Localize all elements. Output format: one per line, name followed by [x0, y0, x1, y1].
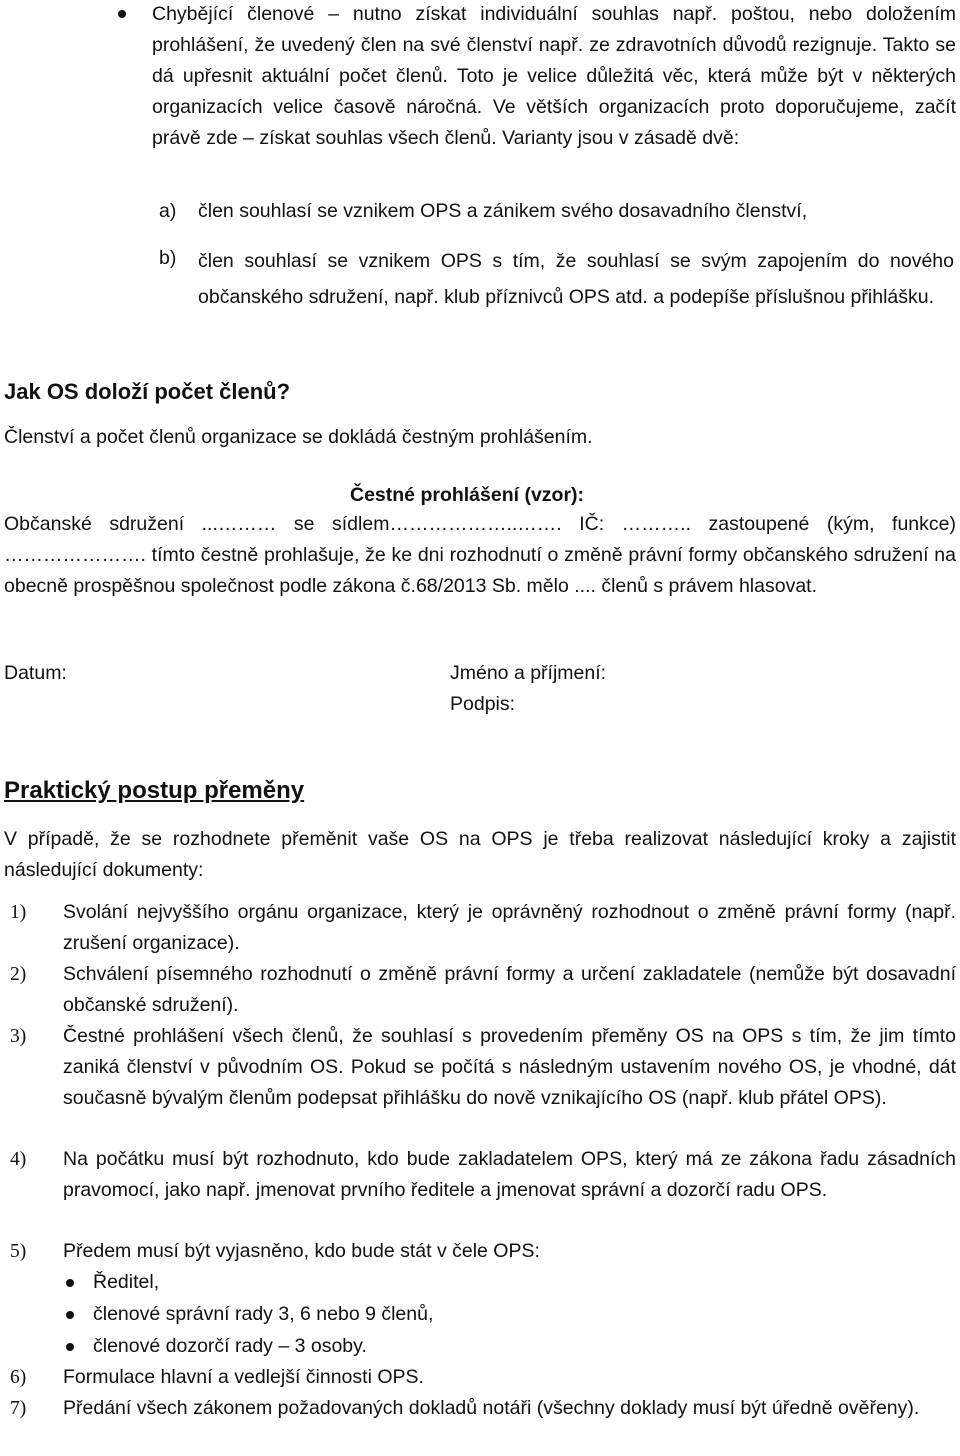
- step-number: 6): [10, 1367, 27, 1388]
- date-label: Datum:: [4, 662, 67, 684]
- variant-a-marker: a): [159, 200, 177, 222]
- step-number: 1): [10, 902, 27, 923]
- step-text: Čestné prohlášení všech členů, že souhlasí s provedením přeměny OS na OPS s tím, že jim tímto zaniká členství v původním OS. Pokud se počítá s následným ustavením nového OS, je vhodné, dát současně bývalým členům podepsat přihlášku do nově vznikajícího OS (např. klub přátel OPS).: [63, 1025, 956, 1109]
- intro-bullet-paragraph: Chybějící členové – nutno získat individuální souhlas např. poštou, nebo doložením prohlášení, že uvedený člen na své členství např. ze zdravotních důvodů rezignuje. Takto se dá upřesnit aktuální počet členů. Toto je velice důležitá věc, která může být v některých organizacích velice časově náročná. Ve větších organizacích proto doporučujeme, začít právě zde – získat souhlas všech členů. Varianty jsou v zásadě dvě:: [152, 3, 956, 149]
- variant-b-text: člen souhlasí se vznikem OPS s tím, že souhlasí se svým zapojením do nového občanského sdružení, např. klub příznivců OPS atd. a podepíše příslušnou přihlášku.: [198, 250, 954, 308]
- name-label: Jméno a příjmení:: [450, 662, 607, 684]
- members-proof-text: Členství a počet členů organizace se dokládá čestným prohlášením.: [4, 426, 593, 448]
- step-text: Svolání nejvyššího orgánu organizace, který je oprávněný rozhodnout o změně právní formy (např. zrušení organizace).: [63, 901, 956, 954]
- step-number: 7): [10, 1398, 27, 1419]
- signature-label: Podpis:: [450, 693, 516, 715]
- step-text: Schválení písemného rozhodnutí o změně právní formy a určení zakladatele (nemůže být dosavadní občanské sdružení).: [63, 963, 956, 1016]
- procedure-heading: Praktický postup přeměny: [4, 777, 305, 804]
- step-number: 4): [10, 1149, 27, 1170]
- step-text: Předem musí být vyjasněno, kdo bude stát v čele OPS:: [63, 1240, 540, 1262]
- members-proof-heading: Jak OS doloží počet členů?: [4, 379, 291, 404]
- step5-bullet-item: Ředitel,: [93, 1271, 160, 1293]
- declaration-title: Čestné prohlášení (vzor):: [350, 484, 585, 506]
- step-number: 2): [10, 964, 27, 985]
- step-number: 5): [10, 1241, 27, 1262]
- bullet-icon: [118, 10, 126, 18]
- procedure-intro: V případě, že se rozhodnete přeměnit vaše OS na OPS je třeba realizovat následující kroky a zajistit následující dokumenty:: [4, 828, 956, 881]
- variant-b-marker: b): [159, 247, 177, 269]
- step-text: Formulace hlavní a vedlejší činnosti OPS.: [63, 1366, 424, 1388]
- declaration-body: Občanské sdružení ...……… se sídlem………………..……. IČ: ……….. zastoupené (kým, funkce) …………………. tímto čestně prohlašuje, že ke dni rozhodnutí o změně právní formy občanského sdružení na obecně prospěšnou společnost podle zákona č.68/2013 Sb. mělo .... členů s právem hlasovat.: [4, 513, 956, 597]
- step-text: Na počátku musí být rozhodnuto, kdo bude zakladatelem OPS, který má ze zákona řadu zásadních pravomocí, jako např. jmenovat prvního ředitele a jmenovat správní a dozorčí radu OPS.: [63, 1148, 956, 1201]
- step5-bullet-item: členové dozorčí rady – 3 osoby.: [93, 1335, 367, 1357]
- step-text: Předání všech zákonem požadovaných dokladů notáři (všechny doklady musí být úředně ověřeny).: [63, 1397, 920, 1419]
- variant-a-text: člen souhlasí se vznikem OPS a zánikem svého dosavadního členství,: [198, 200, 808, 222]
- step-number: 3): [10, 1026, 27, 1047]
- bullet-icon: [66, 1279, 74, 1287]
- bullet-icon: [66, 1343, 74, 1351]
- bullet-icon: [66, 1311, 74, 1319]
- step5-bullet-item: členové správní rady 3, 6 nebo 9 členů,: [93, 1303, 434, 1325]
